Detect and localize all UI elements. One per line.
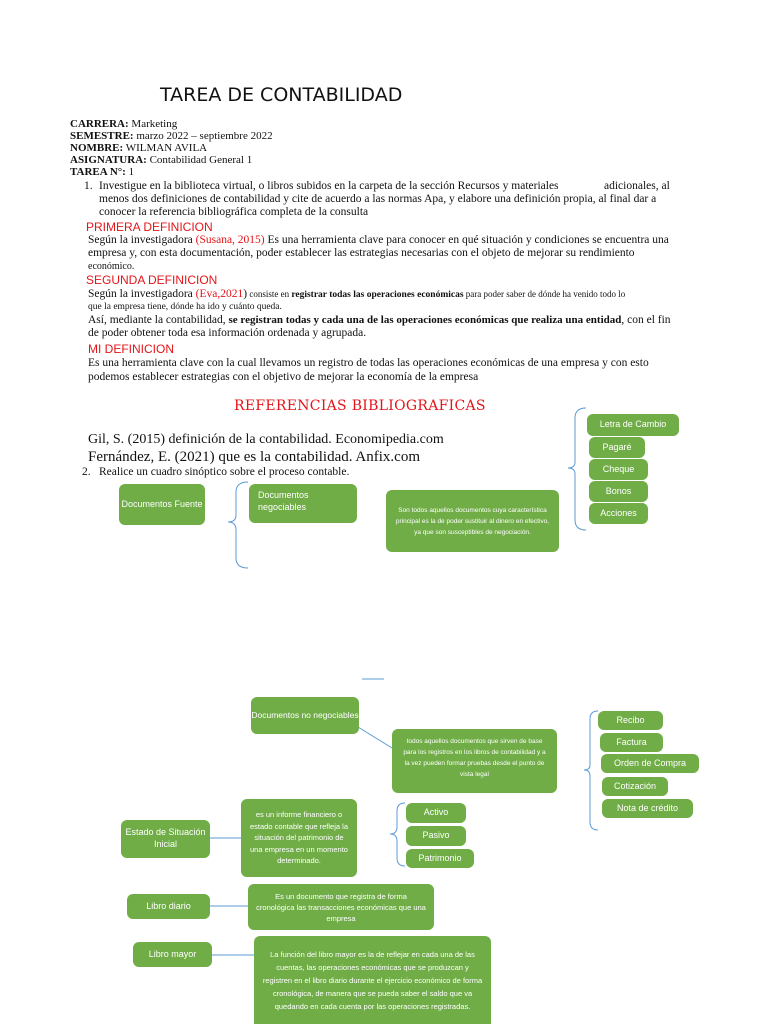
box-estado-situacion-inicial: Estado de Situación Inicial <box>121 820 210 858</box>
meta-tarea: TAREA N°: 1 <box>70 166 135 178</box>
meta-carrera: CARRERA: Marketing <box>70 118 178 130</box>
box-libro-diario-desc: Es un documento que registra de forma cronológica las transacciones económicas que una empresa <box>248 884 434 930</box>
item-pagare: Pagaré <box>589 437 645 458</box>
bracket-estado <box>390 803 405 866</box>
task1-line1b: adicionales, al <box>604 180 670 192</box>
item-acciones: Acciones <box>589 503 648 524</box>
task1-line1: Investigue en la biblioteca virtual, o libros subidos en la carpeta de la sección Recursos y materiales <box>99 180 559 192</box>
item-activo: Activo <box>406 803 466 823</box>
task2-number: 2. <box>82 466 91 478</box>
item-letra-de-cambio: Letra de Cambio <box>587 414 679 436</box>
task2-text: Realice un cuadro sinóptico sobre el proceso contable. <box>99 466 350 478</box>
def1-line3: económico. <box>88 261 135 272</box>
meta-nombre: NOMBRE: WILMAN AVILA <box>70 142 208 154</box>
connector-no-negociables <box>358 727 392 748</box>
page-title: TAREA DE CONTABILIDAD <box>160 84 403 106</box>
reference-1: Gil, S. (2015) definición de la contabilidad. Economipedia.com <box>88 432 444 447</box>
def3-heading: MI DEFINICION <box>88 342 174 356</box>
reference-2: Fernández, E. (2021) que es la contabilidad. Anfix.com <box>88 449 420 465</box>
def2-line1: Según la investigadora (Eva,2021) consiste en registrar todas las operaciones económicas para poder saber de dónde ha venido todo lo <box>88 288 626 300</box>
box-documentos-negociables: Documentos negociables <box>249 484 357 523</box>
task1-number: 1. <box>84 180 93 192</box>
box-libro-mayor-desc: La función del libro mayor es la de reflejar en cada una de las cuentas, las operaciones económicas que se produzcan y registren en el libro diario durante el ejercicio económico de forma cronológica, de manera que se pueda saber el saldo que va quedando en cada cuenta por las operaciones registradas. <box>254 936 491 1024</box>
box-documentos-no-negociables: Documentos no negociables <box>251 697 359 734</box>
def2-line3: Así, mediante la contabilidad, se registran todas y cada una de las operaciones económicas que realiza una entidad, con el fin <box>88 314 671 326</box>
item-patrimonio: Patrimonio <box>406 849 474 868</box>
def1-line1: Según la investigadora (Susana, 2015) Es una herramienta clave para conocer en qué situación y condiciones se encuentra una <box>88 234 669 246</box>
def3-line2: podemos establecer estrategias con el objetivo de mejorar la economía de la empresa <box>88 371 479 383</box>
box-documentos-fuente: Documentos Fuente <box>119 484 205 525</box>
item-cheque: Cheque <box>589 459 648 480</box>
box-estado-desc: es un informe financiero o estado contable que refleja la situación del patrimonio de una empresa en un momento determinado. <box>241 799 357 877</box>
item-factura: Factura <box>600 733 663 752</box>
task1-line3: conocer la referencia bibliográfica completa de la consulta <box>99 206 369 218</box>
bracket-no-negociables <box>584 711 598 830</box>
box-libro-mayor: Libro mayor <box>133 942 212 967</box>
bracket-fuente <box>228 482 248 568</box>
box-libro-diario: Libro diario <box>127 894 210 919</box>
def2-line4: de poder obtener toda esa información ordenada y agrupada. <box>88 327 367 339</box>
item-orden-de-compra: Orden de Compra <box>601 754 699 773</box>
def1-line2: empresa y, con esta documentación, poder establecer las estrategias necesarias con el objeto de mejorar su rendimiento <box>88 247 635 259</box>
meta-asignatura: ASIGNATURA: Contabilidad General 1 <box>70 154 253 166</box>
def3-line1: Es una herramienta clave con la cual llevamos un registro de todas las operaciones económicas de una empresa y con esto <box>88 357 649 369</box>
item-pasivo: Pasivo <box>406 826 466 846</box>
item-recibo: Recibo <box>598 711 663 730</box>
item-cotizacion: Cotización <box>602 777 668 796</box>
task1-line2: menos dos definiciones de contabilidad y cite de acuerdo a las normas Apa, y elabore una definición propia, al final dar a <box>99 193 657 205</box>
meta-semestre: SEMESTRE: marzo 2022 – septiembre 2022 <box>70 130 273 142</box>
def1-heading: PRIMERA DEFINICION <box>86 220 213 234</box>
def2-heading: SEGUNDA DEFINICION <box>86 273 218 287</box>
references-heading: REFERENCIAS BIBLIOGRAFICAS <box>234 398 486 414</box>
item-nota-de-credito: Nota de crédito <box>602 799 693 818</box>
box-no-negociables-desc: todos aquellos documentos que sirven de base para los registros en los libros de contabilidad y a la vez pueden formar pruebas desde el punto de vista legal <box>392 729 557 793</box>
bracket-negociables <box>568 408 586 530</box>
box-negociables-desc: Son todos aquellos documentos cuya característica principal es la de poder sustituir al dinero en efectivo, ya que son susceptibles de negociación. <box>386 490 559 552</box>
item-bonos: Bonos <box>589 481 648 502</box>
def2-line2: que la empresa tiene, dónde ha ido y cuánto queda. <box>88 302 282 312</box>
